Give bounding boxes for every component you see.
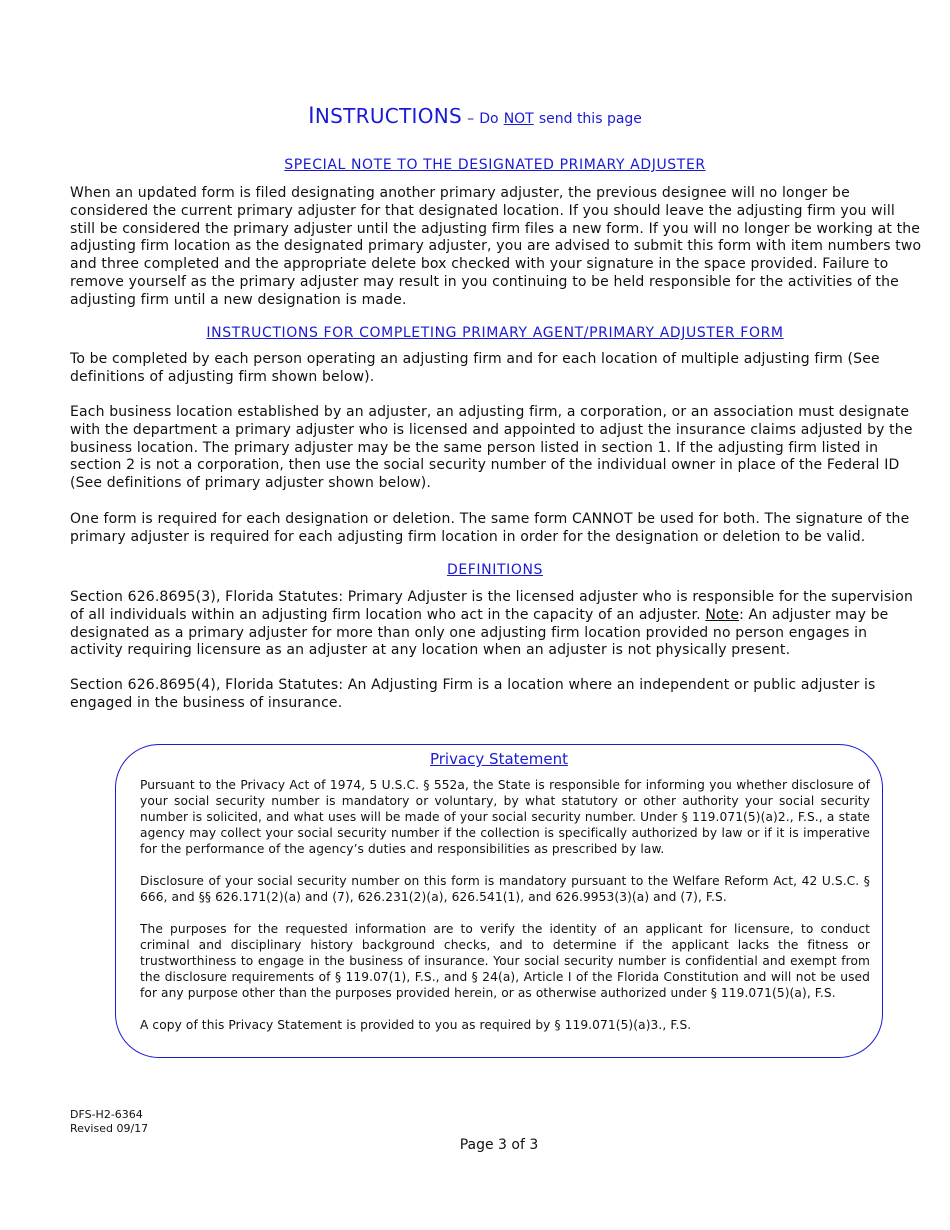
instructions-paragraph-1: To be completed by each person operating an adjusting firm and for each location of multiple adjusting firm (See definitions of adjusting firm shown below). (70, 351, 880, 385)
privacy-paragraph-2: Disclosure of your social security number on this form is mandatory pursuant to the Welfare Reform Act, 42 U.S.C. § 666, and §§ 626.171(2)(a) and (7), 626.231(2)(a), 626.541(1), and 626.9953(3)(a) and (7), F.S. (140, 874, 870, 904)
instructions-paragraph-3: One form is required for each designation or deletion. The same form CANNOT be used for both. The signature of the primary adjuster is required for each adjusting firm location in order for the designation or deletion to be valid. (70, 511, 910, 545)
page-number: Page 3 of 3 (459, 1137, 539, 1153)
definition-primary-adjuster: Section 626.8695(3), Florida Statutes: Primary Adjuster is the licensed adjuster who is responsible for the supervision of all individuals within an adjusting firm location who act in the capacity of an adjuster. Note: An adjuster may be designated as a primary adjuster for more than only one adjusting firm location provided no person engages in activity requiring licensure as an adjuster at any location when an adjuster is not physically present. (70, 589, 914, 659)
title-dash: – (467, 111, 475, 127)
title-do: Do (479, 111, 499, 127)
revised-date: Revised 09/17 (70, 1122, 149, 1135)
privacy-paragraph-4: A copy of this Privacy Statement is provided to you as required by § 119.071(5)(a)3., F.S. (140, 1018, 692, 1032)
privacy-paragraph-3: The purposes for the requested information are to verify the identity of an applicant for licensure, to conduct criminal and disciplinary history background checks, and to determine if the applicant lacks the fitness or trustworthiness to engage in the business of insurance. Your social security number is confidential and exempt from the disclosure requirements of § 119.07(1), F.S., and § 24(a), Article I of the Florida Constitution and will not be used for any purpose other than the purposes provided herein, or as otherwise authorized under § 119.071(5)(a), F.S. (140, 922, 870, 1000)
page-title (0, 104, 950, 129)
definitions-heading: DEFINITIONS (446, 562, 544, 578)
form-id: DFS-H2-6364 (70, 1108, 143, 1121)
form-identifier (70, 1108, 148, 1136)
privacy-statement-title: Privacy Statement (429, 750, 568, 768)
privacy-paragraph-1: Pursuant to the Privacy Act of 1974, 5 U.S.C. § 552a, the State is responsible for informing you whether disclosure of your social security number is mandatory or voluntary, by what statutory or other authority your social security number is solicited, and what uses will be made of your social security number. Under § 119.071(5)(a)2., F.S., a state agency may collect your social security number if the collection is specifically authorized by law or if it is imperative for the performance of the agency’s duties and responsibilities as prescribed by law. (140, 778, 870, 856)
instructions-heading: INSTRUCTIONS FOR COMPLETING PRIMARY AGENT/PRIMARY ADJUSTER FORM (206, 325, 784, 341)
note-label: Note (705, 606, 740, 623)
definition-adjusting-firm: Section 626.8695(4), Florida Statutes: An Adjusting Firm is a location where an independent or public adjuster is engaged in the business of insurance. (70, 677, 876, 711)
special-note-body: When an updated form is filed designating another primary adjuster, the previous designee will no longer be considered the current primary adjuster for that designated location. If you should leave the adjusting firm you will still be considered the primary adjuster until the adjusting firm files a new form. If you will no longer be working at the adjusting firm location as the designated primary adjuster, you are advised to submit this form with item numbers two and three completed and the appropriate delete box checked with your signature in the space provided. Failure to remove yourself as the primary adjuster may result in you continuing to be held responsible for the activities of the adjusting firm until a new designation is made. (70, 185, 922, 308)
title-instructions: INSTRUCTIONS (308, 104, 463, 129)
instructions-paragraph-2: Each business location established by an adjuster, an adjusting firm, a corporation, or an association must designate with the department a primary adjuster who is licensed and appointed to adjust the insurance claims adjusted by the business location. The primary adjuster may be the same person listed in section 1. If the adjusting firm listed in section 2 is not a corporation, then use the social security number of the individual owner in place of the Federal ID (See definitions of primary adjuster shown below). (70, 404, 913, 492)
privacy-statement-box (115, 744, 883, 1058)
title-not: NOT (503, 111, 534, 127)
title-send: send this page (538, 111, 642, 127)
special-note-heading: SPECIAL NOTE TO THE DESIGNATED PRIMARY ADJUSTER (284, 157, 706, 173)
